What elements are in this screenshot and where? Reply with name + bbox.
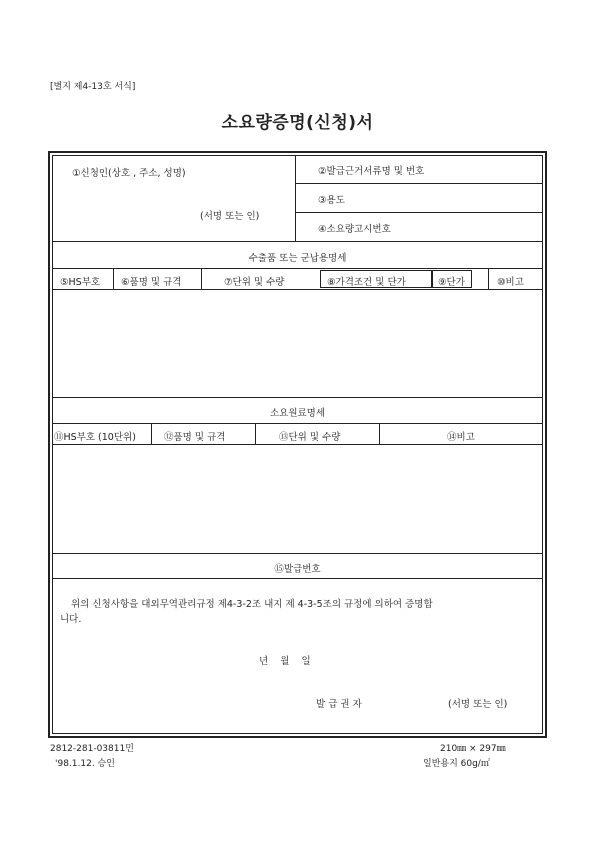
paper-type: 일반용지 60g/㎡ xyxy=(423,759,490,769)
divider xyxy=(52,578,543,579)
form-number-label: [별지 제4-13호 서식] xyxy=(50,82,136,92)
page-title: 소요량증명(신청)서 xyxy=(221,113,374,133)
divider xyxy=(295,183,543,184)
paper-size: 210㎜ × 297㎜ xyxy=(440,744,506,754)
column-divider xyxy=(113,268,114,289)
col-hs-code: ⑤HS부호 xyxy=(60,277,101,288)
divider xyxy=(52,268,543,269)
column-divider xyxy=(151,423,152,444)
col-unit-price: ⑨단가 xyxy=(438,277,465,288)
col-price-terms: ⑧가격조건 및 단가 xyxy=(327,277,406,288)
column-divider xyxy=(488,268,489,289)
divider xyxy=(52,397,543,398)
approval-date: '98.1.12. 승인 xyxy=(55,759,115,769)
col-item-spec: ⑥품명 및 규격 xyxy=(121,277,182,288)
form-code: 2812-281-03811민 xyxy=(50,744,134,754)
applicant-divider xyxy=(295,155,296,241)
col-unit-qty: ⑦단위 및 수량 xyxy=(224,277,285,288)
issue-number-label: ⑮발급번호 xyxy=(274,564,321,575)
certification-text-end: 니다. xyxy=(60,614,82,625)
requirement-notice-field: ④소요량고시번호 xyxy=(318,224,391,235)
issuing-document-field: ②발급근거서류명 및 번호 xyxy=(318,166,425,177)
col-remarks: ⑩비고 xyxy=(497,277,524,288)
applicant-signature: (서명 또는 인) xyxy=(200,211,260,222)
applicant-label: ①신청인(상호 , 주소, 성명) xyxy=(72,168,186,179)
col-material-unit-qty: ⑬단위 및 수량 xyxy=(279,432,341,443)
col-material-item-spec: ⑫품명 및 규격 xyxy=(164,432,226,443)
divider xyxy=(52,553,543,554)
divider xyxy=(52,423,543,424)
column-divider xyxy=(379,423,380,444)
column-divider xyxy=(201,268,202,289)
issuer-signature: (서명 또는 인) xyxy=(448,699,508,710)
material-section-title: 소요원료명세 xyxy=(269,408,326,419)
divider xyxy=(52,444,543,445)
divider xyxy=(52,289,543,290)
issuer-label: 발 급 권 자 xyxy=(316,699,362,710)
divider xyxy=(52,241,543,242)
certification-text: 위의 신청사항을 대외무역관리규정 제4-3-2조 내지 제 4-3-5조의 규정에 의하여 증명합 xyxy=(71,599,433,610)
date-line: 년 월 일 xyxy=(259,656,311,667)
export-section-title: 수출품 또는 군납용명세 xyxy=(248,253,347,264)
col-material-remarks: ⑭비고 xyxy=(447,432,475,443)
divider xyxy=(295,212,543,213)
purpose-field: ③용도 xyxy=(318,195,345,206)
column-divider xyxy=(255,423,256,444)
col-material-hs-code: ⑪HS부호 (10단위) xyxy=(54,432,136,443)
